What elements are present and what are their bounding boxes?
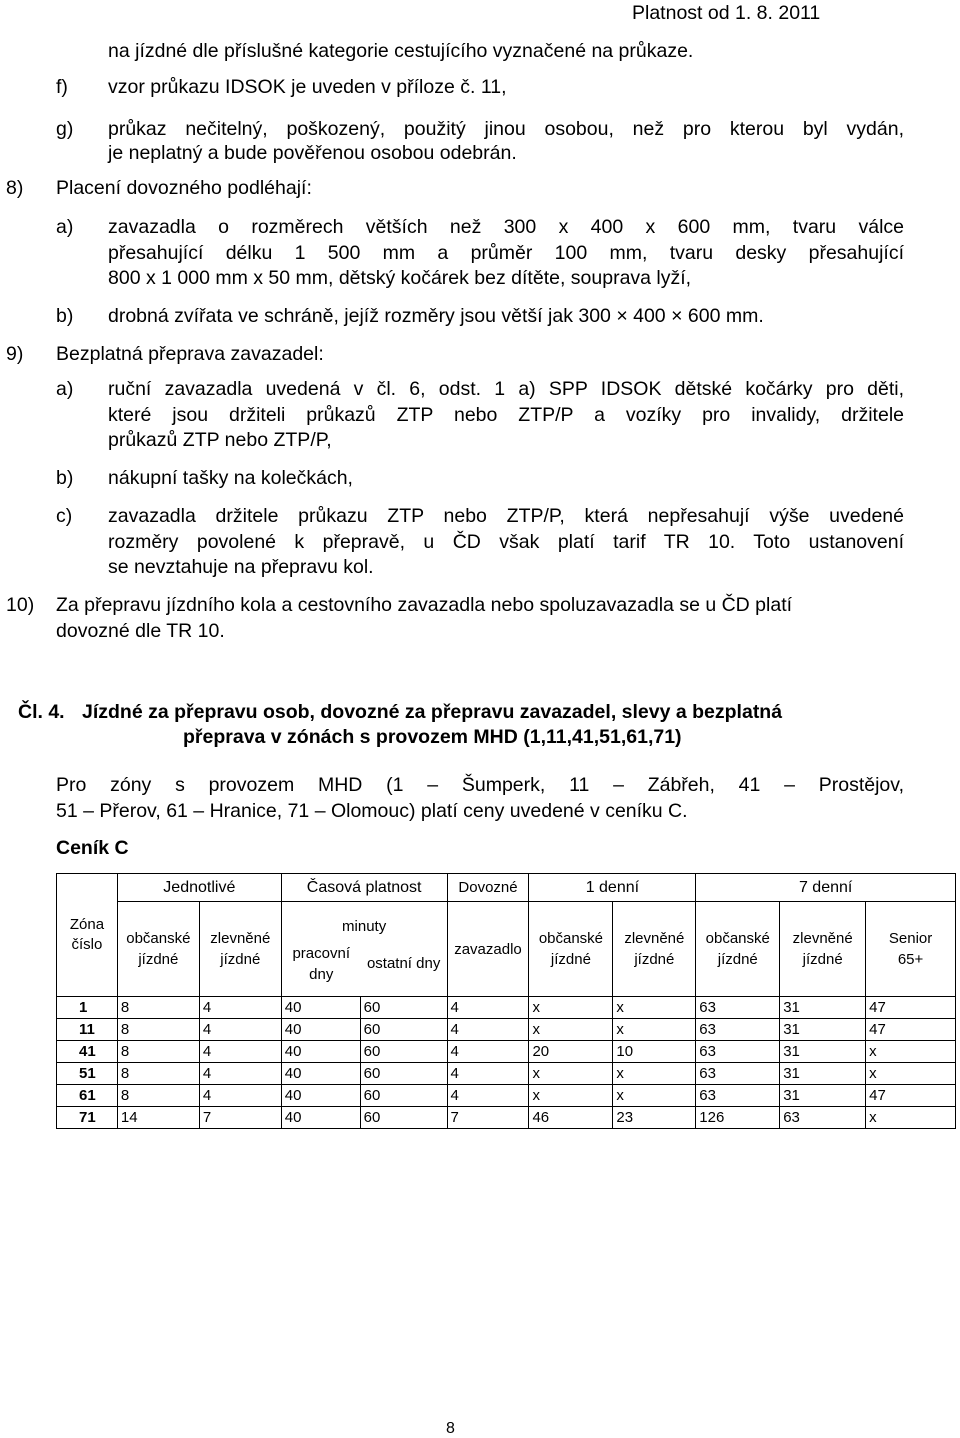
col-header-cislo-label: číslo	[71, 936, 103, 953]
price-cell: x	[613, 997, 696, 1019]
article-title-line1: Jízdné za přepravu osob, dovozné za přepravu zavazadel, slevy a bezplatná	[82, 701, 783, 723]
item-9b-label: b)	[56, 467, 74, 489]
intro-line1: Pro zóny s provozem MHD (1 – Šumperk, 11 – Zábřeh, 41 – Prostějov,	[56, 774, 904, 796]
col-header-obcanske-2	[529, 902, 613, 997]
item-9a-line2: které jsou držiteli průkazů ZTP nebo ZTP/P a vozíky pro invalidy, držitele	[108, 404, 904, 426]
price-cell: 4	[199, 1041, 281, 1063]
price-cell: x	[529, 997, 613, 1019]
price-cell: 8	[117, 1085, 199, 1107]
price-cell: 31	[780, 1019, 866, 1041]
price-cell: 126	[696, 1107, 780, 1129]
table-row	[57, 1085, 956, 1107]
price-cell: 31	[780, 1041, 866, 1063]
col-header-text: jízdné	[717, 951, 758, 968]
price-cell: x	[866, 1063, 956, 1085]
group-header-casova: Časová platnost	[281, 874, 447, 902]
col-header-text: jízdné	[220, 951, 261, 968]
item-9c-line2: rozměry povolené k přepravě, u ČD však platí tarif TR 10. Toto ustanovení	[108, 531, 904, 553]
col-header-text: občanské	[126, 930, 191, 947]
price-cell: 63	[696, 1019, 780, 1041]
item-9-title: Bezplatná přeprava zavazadel:	[56, 343, 324, 365]
col-header-text: zlevněné	[210, 930, 271, 947]
item-8a-line2: přesahující délku 1 500 mm a průměr 100 mm, tvaru desky přesahující	[108, 242, 904, 264]
price-cell: 60	[360, 1019, 447, 1041]
table-row	[57, 1019, 956, 1041]
price-cell: 63	[696, 1041, 780, 1063]
item-10-line1: Za přepravu jízdního kola a cestovního zavazadla nebo spoluzavazadla se u ČD platí	[56, 594, 793, 616]
group-header-7-denni: 7 denní	[696, 874, 956, 902]
cenik-title: Ceník C	[56, 837, 129, 859]
item-9-label: 9)	[6, 343, 24, 365]
price-cell: 4	[199, 997, 281, 1019]
item-8a-label: a)	[56, 216, 74, 238]
group-header-1-denni: 1 denní	[529, 874, 696, 902]
item-8b-label: b)	[56, 305, 74, 327]
price-cell: 14	[117, 1107, 199, 1129]
col-header-text: pracovní	[292, 944, 351, 962]
table-group-header-row	[57, 874, 956, 902]
col-header-zlevnene-2	[613, 902, 696, 997]
col-header-text: 65+	[897, 951, 924, 968]
price-cell: 4	[199, 1063, 281, 1085]
continuation-line: na jízdné dle příslušné kategorie cestujícího vyznačené na průkaze.	[108, 40, 694, 62]
page-number: 8	[446, 1420, 455, 1437]
price-cell: x	[529, 1019, 613, 1041]
price-cell: x	[613, 1085, 696, 1107]
col-header-minuty	[281, 902, 447, 997]
price-cell: 20	[529, 1041, 613, 1063]
price-cell: x	[613, 1019, 696, 1041]
price-cell: 8	[117, 997, 199, 1019]
price-cell: 4	[447, 997, 529, 1019]
col-header-ostatni: ostatní dny	[366, 954, 441, 972]
col-header-zavazadlo: zavazadlo	[447, 902, 529, 997]
table-row	[57, 997, 956, 1019]
price-cell: 23	[613, 1107, 696, 1129]
price-cell: 31	[780, 997, 866, 1019]
item-9c-line3: se nevztahuje na přepravu kol.	[108, 556, 374, 578]
price-cell: 47	[866, 1019, 956, 1041]
zone-number-cell: 51	[57, 1063, 118, 1085]
price-cell: 60	[360, 1107, 447, 1129]
item-8a-line3: 800 x 1 000 mm x 50 mm, dětský kočárek bez dítěte, souprava lyží,	[108, 267, 692, 289]
col-header-text: dny	[309, 965, 334, 983]
item-10-line2: dovozné dle TR 10.	[56, 620, 225, 642]
price-cell: 60	[360, 997, 447, 1019]
price-cell: 4	[447, 1063, 529, 1085]
intro-line2: 51 – Přerov, 61 – Hranice, 71 – Olomouc) platí ceny uvedené v ceníku C.	[56, 800, 688, 822]
item-8-label: 8)	[6, 177, 24, 199]
item-8b-text: drobná zvířata ve schráně, jejíž rozměry jsou větší jak 300 × 400 × 600 mm.	[108, 305, 764, 327]
zone-number-cell: 61	[57, 1085, 118, 1107]
price-cell: 8	[117, 1019, 199, 1041]
group-header-dovozne: Dovozné	[447, 874, 529, 902]
col-header-text: zlevněné	[792, 930, 853, 947]
zone-number-cell: 71	[57, 1107, 118, 1129]
article-title-line2: přeprava v zónách s provozem MHD (1,11,41,51,61,71)	[183, 726, 682, 748]
item-f-label: f)	[56, 76, 68, 98]
col-header-text: občanské	[705, 930, 770, 947]
item-9a-line1: ruční zavazadla uvedená v čl. 6, odst. 1 a) SPP IDSOK dětské kočárky pro děti,	[108, 378, 904, 400]
item-8a-line1: zavazadla o rozměrech větších než 300 x 400 x 600 mm, tvaru válce	[108, 216, 904, 238]
col-header-senior	[866, 902, 956, 997]
col-header-zlevnene-3	[780, 902, 866, 997]
price-cell: 40	[281, 1063, 360, 1085]
zone-number-cell: 41	[57, 1041, 118, 1063]
price-cell: 40	[281, 1041, 360, 1063]
price-cell: x	[866, 1041, 956, 1063]
col-header-obcanske-1	[117, 902, 199, 997]
price-cell: 7	[199, 1107, 281, 1129]
item-10-label: 10)	[6, 594, 35, 616]
table-column-header-row	[57, 902, 956, 997]
table-body	[57, 997, 956, 1129]
item-9c-line1: zavazadla držitele průkazu ZTP nebo ZTP/P, která nepřesahují výše uvedené	[108, 505, 904, 527]
col-header-zona-label: Zóna	[69, 916, 105, 933]
price-cell: x	[613, 1063, 696, 1085]
item-g-line1: průkaz nečitelný, poškozený, použitý jinou osobou, než pro kterou byl vydán,	[108, 118, 904, 140]
price-cell: 46	[529, 1107, 613, 1129]
price-cell: 60	[360, 1041, 447, 1063]
price-cell: 4	[447, 1085, 529, 1107]
price-cell: 10	[613, 1041, 696, 1063]
item-g-line2: je neplatný a bude pověřenou osobou odebrán.	[108, 142, 517, 164]
price-cell: 8	[117, 1041, 199, 1063]
price-cell: 60	[360, 1063, 447, 1085]
group-header-jednotlive: Jednotlivé	[117, 874, 281, 902]
price-cell: 8	[117, 1063, 199, 1085]
price-cell: 47	[866, 1085, 956, 1107]
item-8-title: Placení dovozného podléhají:	[56, 177, 312, 199]
price-table	[56, 873, 956, 1129]
price-cell: 31	[780, 1085, 866, 1107]
price-cell: 4	[199, 1085, 281, 1107]
price-cell: 63	[780, 1107, 866, 1129]
zone-number-cell: 1	[57, 997, 118, 1019]
price-cell: 63	[696, 1063, 780, 1085]
price-cell: 40	[281, 1085, 360, 1107]
price-cell: 63	[696, 997, 780, 1019]
price-cell: 4	[199, 1019, 281, 1041]
price-cell: 40	[281, 1019, 360, 1041]
price-cell: 63	[696, 1085, 780, 1107]
price-cell: x	[866, 1107, 956, 1129]
article-number: Čl. 4.	[18, 701, 65, 723]
item-9b-text: nákupní tašky na kolečkách,	[108, 467, 353, 489]
col-header-text: jízdné	[802, 951, 843, 968]
item-9a-line3: průkazů ZTP nebo ZTP/P,	[108, 429, 332, 451]
price-cell: 4	[447, 1041, 529, 1063]
table-row	[57, 1063, 956, 1085]
zone-number-cell: 11	[57, 1019, 118, 1041]
price-cell: 40	[281, 1107, 360, 1129]
price-cell: x	[529, 1085, 613, 1107]
item-f-text: vzor průkazu IDSOK je uveden v příloze č. 11,	[108, 76, 507, 98]
col-header-text: jízdné	[138, 951, 179, 968]
item-g-label: g)	[56, 118, 74, 140]
validity-date: Platnost od 1. 8. 2011	[632, 2, 821, 24]
col-header-text: zlevněné	[624, 930, 685, 947]
price-cell: 7	[447, 1107, 529, 1129]
col-header-text: jízdné	[550, 951, 591, 968]
price-cell: x	[529, 1063, 613, 1085]
table-row	[57, 1107, 956, 1129]
table-row	[57, 1041, 956, 1063]
price-cell: 4	[447, 1019, 529, 1041]
item-9a-label: a)	[56, 378, 74, 400]
col-header-minuty-sub	[282, 943, 447, 985]
item-9c-label: c)	[56, 505, 73, 527]
col-header-text: jízdné	[634, 951, 675, 968]
price-cell: 31	[780, 1063, 866, 1085]
col-header-zlevnene-1	[199, 902, 281, 997]
col-header-pracovni	[282, 943, 361, 985]
col-header-minuty-label: minuty	[342, 917, 387, 935]
price-cell: 60	[360, 1085, 447, 1107]
price-cell: 47	[866, 997, 956, 1019]
col-header-obcanske-3	[696, 902, 780, 997]
col-header-text: Senior	[888, 930, 933, 947]
col-header-zona	[57, 874, 118, 997]
price-cell: 40	[281, 997, 360, 1019]
col-header-text: občanské	[538, 930, 604, 947]
